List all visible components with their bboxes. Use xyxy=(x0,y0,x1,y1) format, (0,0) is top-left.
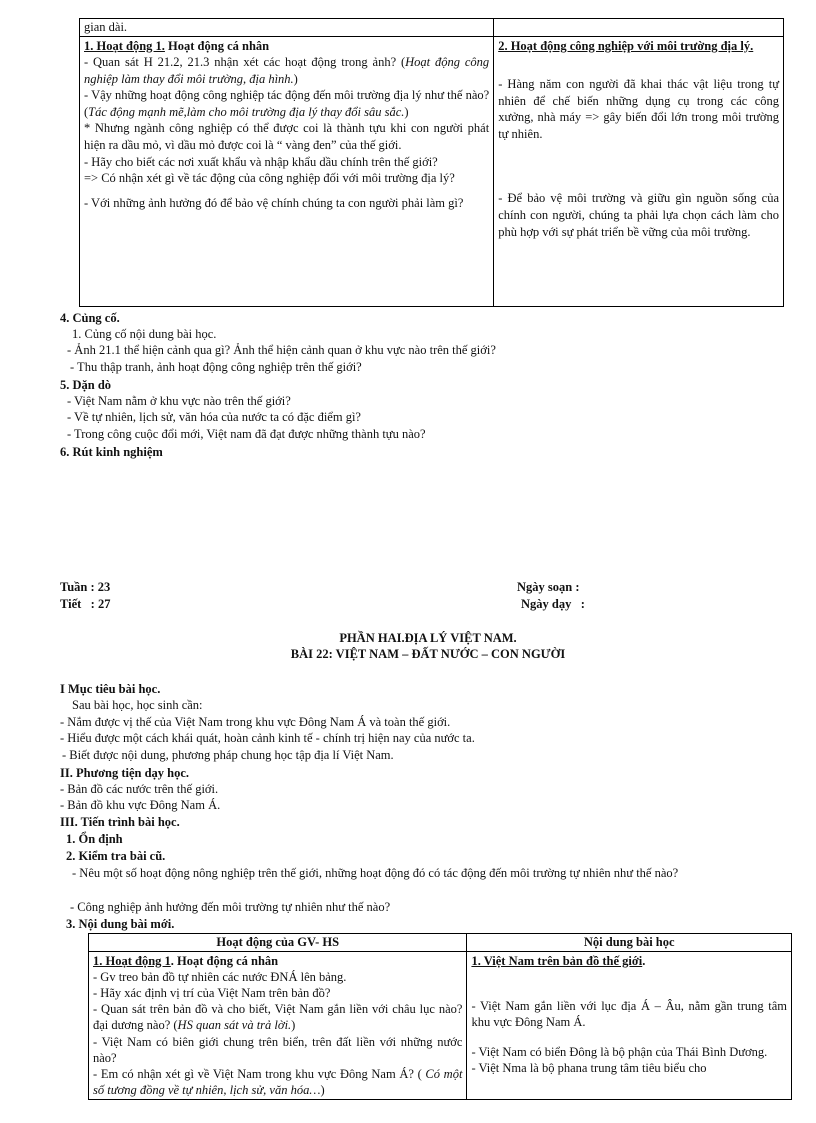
part-title: PHẦN HAI.ĐỊA LÝ VIỆT NAM. xyxy=(339,631,517,645)
lesson-title: BÀI 22: VIỆT NAM – ĐẤT NƯỚC – CON NGƯỜI xyxy=(290,647,566,661)
content-text: - Để bảo vệ môi trường và giữu gìn nguồn sống của chính con người, chúng ta phải lựa chọn cách làm cho phù hợp với sự phát triển bề vững của môi trường. xyxy=(498,191,779,239)
table-header-row xyxy=(89,934,792,952)
objective-item: - Biết được nội dung, phương pháp chung học tập địa lí Việt Nam. xyxy=(62,748,394,762)
answer-hint: Tác động mạnh mẽ,làm cho môi trường địa lý thay đổi sâu sắc. xyxy=(88,104,405,119)
question-text: - Hãy cho biết các nơi xuất khẩu và nhập khẩu dầu chính trên thế giới? xyxy=(84,154,438,169)
objectives-intro: Sau bài học, học sinh cần: xyxy=(72,698,203,712)
content-heading: 1. Việt Nam trên bản đồ thế giới xyxy=(471,953,643,968)
teaching-aids-title: II. Phương tiện dạy học. xyxy=(60,766,190,780)
column-header: Nội dung bài học xyxy=(467,934,792,952)
section-4-title: 4. Củng cố. xyxy=(60,311,120,325)
question-text: - Với những ảnh hưởng đó để bảo vệ chính chúng ta con người phải làm gì? xyxy=(84,195,464,210)
period-label: Tiết : 27 xyxy=(60,597,111,611)
answer-hint: Hoạt động công nghiệp làm thay đổi môi trường, địa hình. xyxy=(84,55,490,86)
content-text: - Việt Nam gắn liền với lục địa Á – Âu, nằm gần trung tâm khu vực Đông Nam Á. xyxy=(471,998,787,1029)
section-5-line: - Trong công cuộc đổi mới, Việt nam đã đạt được những thành tựu nào? xyxy=(67,427,426,441)
week-label: Tuần : 23 xyxy=(60,580,111,594)
objective-item: - Nắm được vị thế của Việt Nam trong khu vực Đông Nam Á và toàn thế giới. xyxy=(60,715,451,729)
content-text: - Hàng năm con người đã khai thác vật liệu trong tự nhiên để chế biến những dụng cụ trong các công xưởng, nhà máy => gây biến đổi lớn trong môi trường tự nhiên. xyxy=(498,77,779,141)
teaching-aid-item: - Bản đồ khu vực Đông Nam Á. xyxy=(60,798,221,812)
table-cell xyxy=(494,19,784,37)
section-5-title: 5. Dặn dò xyxy=(60,378,112,392)
teacher-student-activity-cell xyxy=(80,36,494,306)
section-5-line: - Về tự nhiên, lịch sử, văn hóa của nước ta có đặc điểm gì? xyxy=(67,410,361,424)
activity-text: - Gv treo bản đồ tự nhiên các nước ĐNÁ lên bảng. xyxy=(93,969,347,984)
activity-heading: 1. Hoạt động 1 xyxy=(93,953,171,968)
question-text: - Quan sát trên bản đồ và cho biết, Việt Nam gắn liền với châu lục nào? đại dương nào? ( xyxy=(93,1002,463,1033)
section-4-line: - Ảnh 21.1 thể hiện cảnh qua gì? Ảnh thể hiện cảnh quan ở khu vực nào trên thế giới? xyxy=(67,343,496,357)
answer-hint: HS quan sát và trả lời. xyxy=(177,1018,292,1033)
table-row xyxy=(80,19,784,37)
paren: ) xyxy=(291,1018,296,1033)
objectives-title: I Mục tiêu bài học. xyxy=(60,682,161,696)
procedure-title: III. Tiến trình bài học. xyxy=(60,815,180,829)
question-text: - Việt Nam có biên giới chung trên biển, trên đất liền với những nước nào? xyxy=(93,1034,463,1065)
section-5-line: - Việt Nam nằm ở khu vực nào trên thế giới? xyxy=(67,394,291,408)
activity-table-bottom xyxy=(88,933,792,1100)
activity-heading: 1. Hoạt động 1. xyxy=(84,38,165,53)
review-question: - Công nghiệp ảnh hưởng đến môi trường tự nhiên như thế nào? xyxy=(70,900,391,914)
objective-item: - Hiểu được một cách khái quát, hoàn cảnh kinh tế - chính trị hiện nay của nước ta. xyxy=(60,731,475,745)
section-6-title: 6. Rút kinh nghiệm xyxy=(60,445,163,459)
content-text: - Việt Nam có biển Đông là bộ phận của Thái Bình Dương. xyxy=(471,1045,768,1060)
paren: ) xyxy=(404,104,409,119)
content-text: - Việt Nma là bộ phana trung tâm tiêu biểu cho xyxy=(471,1061,707,1076)
activity-heading-rest: Hoạt động cá nhân xyxy=(164,38,270,53)
question-text: - Hãy xác định vị trí của Việt Nam trên bản đồ? xyxy=(93,985,331,1000)
teacher-student-activity-cell xyxy=(89,951,467,1100)
activity-table-top xyxy=(79,18,784,307)
activity-heading-rest: . Hoạt động cá nhân xyxy=(170,953,279,968)
lesson-content-cell xyxy=(467,951,792,1100)
content-heading: 2. Hoạt động công nghiệp với môi trường địa lý. xyxy=(498,38,754,53)
procedure-step: 1. Ổn định xyxy=(66,832,123,846)
prepare-date-label: Ngày soạn : xyxy=(517,580,580,594)
question-text: - Vậy những hoạt động công nghiệp tác động đến môi trường địa lý như thế nào?( xyxy=(84,88,490,119)
question-text: => Có nhận xét gì về tác động của công nghiệp đối với môi trường địa lý? xyxy=(84,171,455,186)
cell-text: gian dài. xyxy=(84,20,128,34)
procedure-step: 3. Nội dung bài mới. xyxy=(66,917,175,931)
teaching-aid-item: - Bản đồ các nước trên thế giới. xyxy=(60,782,219,796)
paren: ) xyxy=(293,71,298,86)
procedure-step: 2. Kiểm tra bài cũ. xyxy=(66,849,166,863)
paren: ) xyxy=(320,1083,325,1098)
note-text: * Nhưng ngành công nghiệp có thể được coi là thành tựu khi con người phát hiện ra dầu mỏ, vì dầu mỏ được coi là “ vàng đen” của thế giới. xyxy=(84,121,490,153)
section-4-line: 1. Củng cố nội dung bài học. xyxy=(72,327,217,341)
question-text: - Em có nhận xét gì về Việt Nam trong khu vực Đông Nam Á? ( xyxy=(93,1066,426,1081)
answer-hint: Có một số tương đồng về tự nhiên, lịch sử, văn hóa… xyxy=(93,1066,463,1098)
table-row xyxy=(89,951,792,1100)
table-row xyxy=(80,36,784,306)
review-question: - Nêu một số hoạt động nông nghiệp trên thế giới, những hoạt động đó có tác động đến môi trường tự nhiên như thế nào? xyxy=(72,866,679,880)
section-4-line: - Thu thập tranh, ảnh hoạt động công nghiệp trên thế giới? xyxy=(70,360,362,374)
table-cell xyxy=(80,19,494,37)
column-header: Hoạt động của GV- HS xyxy=(89,934,467,952)
teach-date-label: Ngày dạy : xyxy=(521,597,585,611)
question-text: - Quan sát H 21.2, 21.3 nhận xét các hoạt động trong ảnh? ( xyxy=(84,55,406,70)
heading-end: . xyxy=(642,953,646,968)
lesson-content-cell xyxy=(494,36,784,306)
